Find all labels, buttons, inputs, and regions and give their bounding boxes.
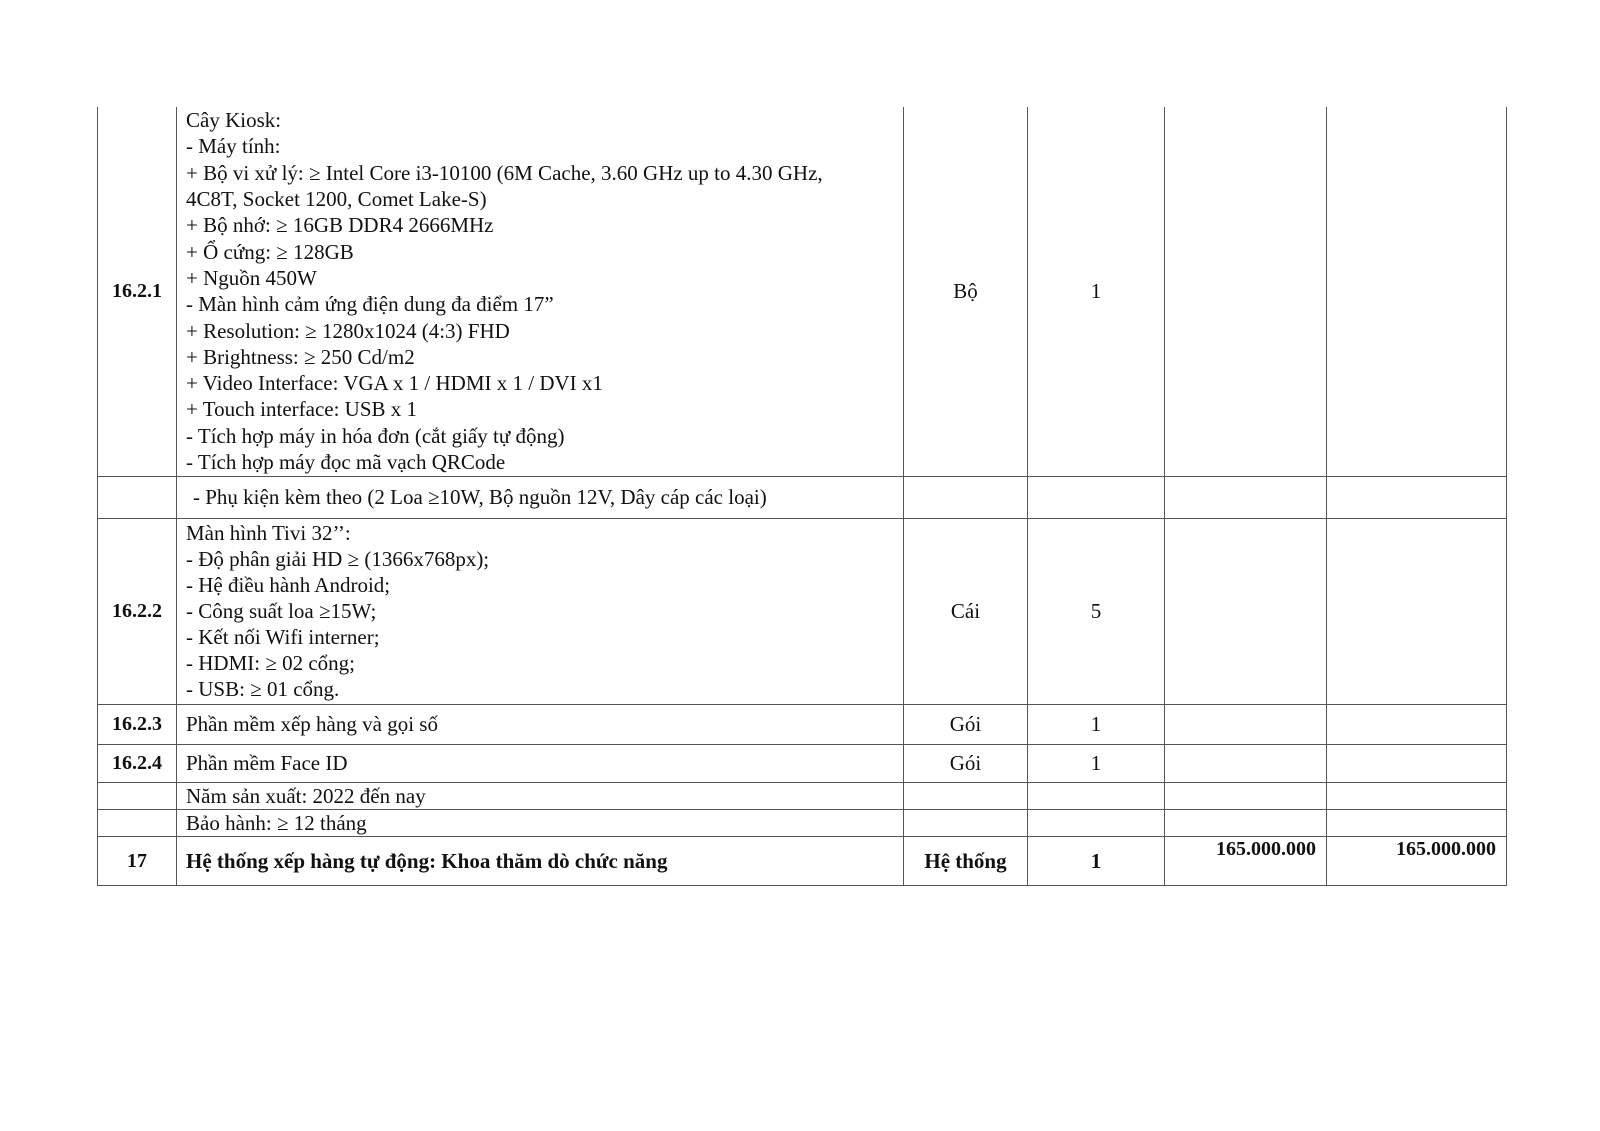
item-number: 16.2.3 xyxy=(98,704,177,744)
item-total xyxy=(1327,809,1507,836)
item-total xyxy=(1327,744,1507,782)
item-number xyxy=(98,476,177,518)
description-line: + Resolution: ≥ 1280x1024 (4:3) FHD xyxy=(186,318,510,343)
equipment-spec-table xyxy=(97,107,1507,886)
item-total xyxy=(1327,704,1507,744)
description-line: Phần mềm Face ID xyxy=(186,750,348,775)
description-line: - Độ phân giải HD ≥ (1366x768px); xyxy=(186,547,490,571)
item-unit: Hệ thống xyxy=(904,837,1028,886)
description-line: Bảo hành: ≥ 12 tháng xyxy=(186,810,367,835)
description-line: + Nguồn 450W xyxy=(186,265,317,290)
item-number xyxy=(98,782,177,809)
description-line: - Máy tính: xyxy=(186,134,281,159)
item-total: 165.000.000 xyxy=(1327,837,1507,886)
item-description xyxy=(177,107,904,476)
item-unit-price xyxy=(1165,107,1327,476)
item-unit-price xyxy=(1165,782,1327,809)
table-row-accessories xyxy=(98,476,1507,518)
description-line: - HDMI: ≥ 02 cổng; xyxy=(186,651,356,675)
description-line: + Touch interface: USB x 1 xyxy=(186,397,418,422)
item-description xyxy=(177,518,904,704)
item-unit-price: 165.000.000 xyxy=(1165,837,1327,886)
item-description xyxy=(177,704,904,744)
description-line: + Bộ vi xử lý: ≥ Intel Core i3-10100 (6M Cache, 3.60 GHz up to 4.30 GHz, xyxy=(186,160,823,185)
item-description xyxy=(177,744,904,782)
item-unit-price xyxy=(1165,476,1327,518)
item-description xyxy=(177,782,904,809)
description-line: + Video Interface: VGA x 1 / HDMI x 1 / DVI x1 xyxy=(186,371,603,396)
table-row-16-2-2 xyxy=(98,518,1507,704)
item-number xyxy=(98,809,177,836)
item-quantity: 1 xyxy=(1028,744,1165,782)
item-description xyxy=(177,837,904,886)
item-quantity xyxy=(1028,782,1165,809)
description-line: + Ổ cứng: ≥ 128GB xyxy=(186,239,354,264)
item-unit-price xyxy=(1165,518,1327,704)
description-line: - USB: ≥ 01 cổng. xyxy=(186,677,340,701)
item-unit: Gói xyxy=(904,704,1028,744)
item-total xyxy=(1327,107,1507,476)
description-line: + Brightness: ≥ 250 Cd/m2 xyxy=(186,344,415,369)
item-unit: Bộ xyxy=(904,107,1028,476)
description-line: + Bộ nhớ: ≥ 16GB DDR4 2666MHz xyxy=(186,213,494,238)
item-description xyxy=(177,476,904,518)
table-row-16-2-1 xyxy=(98,107,1507,476)
description-line: Hệ thống xếp hàng tự động: Khoa thăm dò chức năng xyxy=(186,848,668,873)
item-total xyxy=(1327,518,1507,704)
description-line: Phần mềm xếp hàng và gọi số xyxy=(186,711,438,736)
description-line: - Tích hợp máy đọc mã vạch QRCode xyxy=(186,450,506,475)
item-quantity: 1 xyxy=(1028,704,1165,744)
item-total xyxy=(1327,476,1507,518)
table-row-year xyxy=(98,782,1507,809)
table-row-16-2-4 xyxy=(98,744,1507,782)
item-quantity xyxy=(1028,476,1165,518)
description-line: - Kết nối Wifi interner; xyxy=(186,625,380,649)
item-quantity: 1 xyxy=(1028,107,1165,476)
description-line: Màn hình Tivi 32’’: xyxy=(186,521,351,545)
item-description xyxy=(177,809,904,836)
item-unit: Cái xyxy=(904,518,1028,704)
item-number: 17 xyxy=(98,837,177,886)
item-quantity xyxy=(1028,809,1165,836)
item-quantity: 1 xyxy=(1028,837,1165,886)
description-line: Năm sản xuất: 2022 đến nay xyxy=(186,783,426,808)
table-row-16-2-3 xyxy=(98,704,1507,744)
item-unit xyxy=(904,809,1028,836)
description-line: - Tích hợp máy in hóa đơn (cắt giấy tự động) xyxy=(186,423,565,448)
item-number: 16.2.4 xyxy=(98,744,177,782)
description-line: - Phụ kiện kèm theo (2 Loa ≥10W, Bộ nguồn 12V, Dây cáp các loại) xyxy=(193,484,767,509)
item-number: 16.2.2 xyxy=(98,518,177,704)
description-line: - Công suất loa ≥15W; xyxy=(186,599,377,623)
description-line: Cây Kiosk: xyxy=(186,108,282,133)
item-unit xyxy=(904,782,1028,809)
item-unit-price xyxy=(1165,744,1327,782)
table-row-17 xyxy=(98,837,1507,886)
item-unit xyxy=(904,476,1028,518)
item-unit: Gói xyxy=(904,744,1028,782)
description-line: - Hệ điều hành Android; xyxy=(186,573,391,597)
item-unit-price xyxy=(1165,809,1327,836)
description-line: 4C8T, Socket 1200, Comet Lake-S) xyxy=(186,187,487,212)
description-line: - Màn hình cảm ứng điện dung đa điểm 17” xyxy=(186,292,554,317)
table-row-warranty xyxy=(98,809,1507,836)
item-number: 16.2.1 xyxy=(98,107,177,476)
item-unit-price xyxy=(1165,704,1327,744)
item-total xyxy=(1327,782,1507,809)
item-quantity: 5 xyxy=(1028,518,1165,704)
